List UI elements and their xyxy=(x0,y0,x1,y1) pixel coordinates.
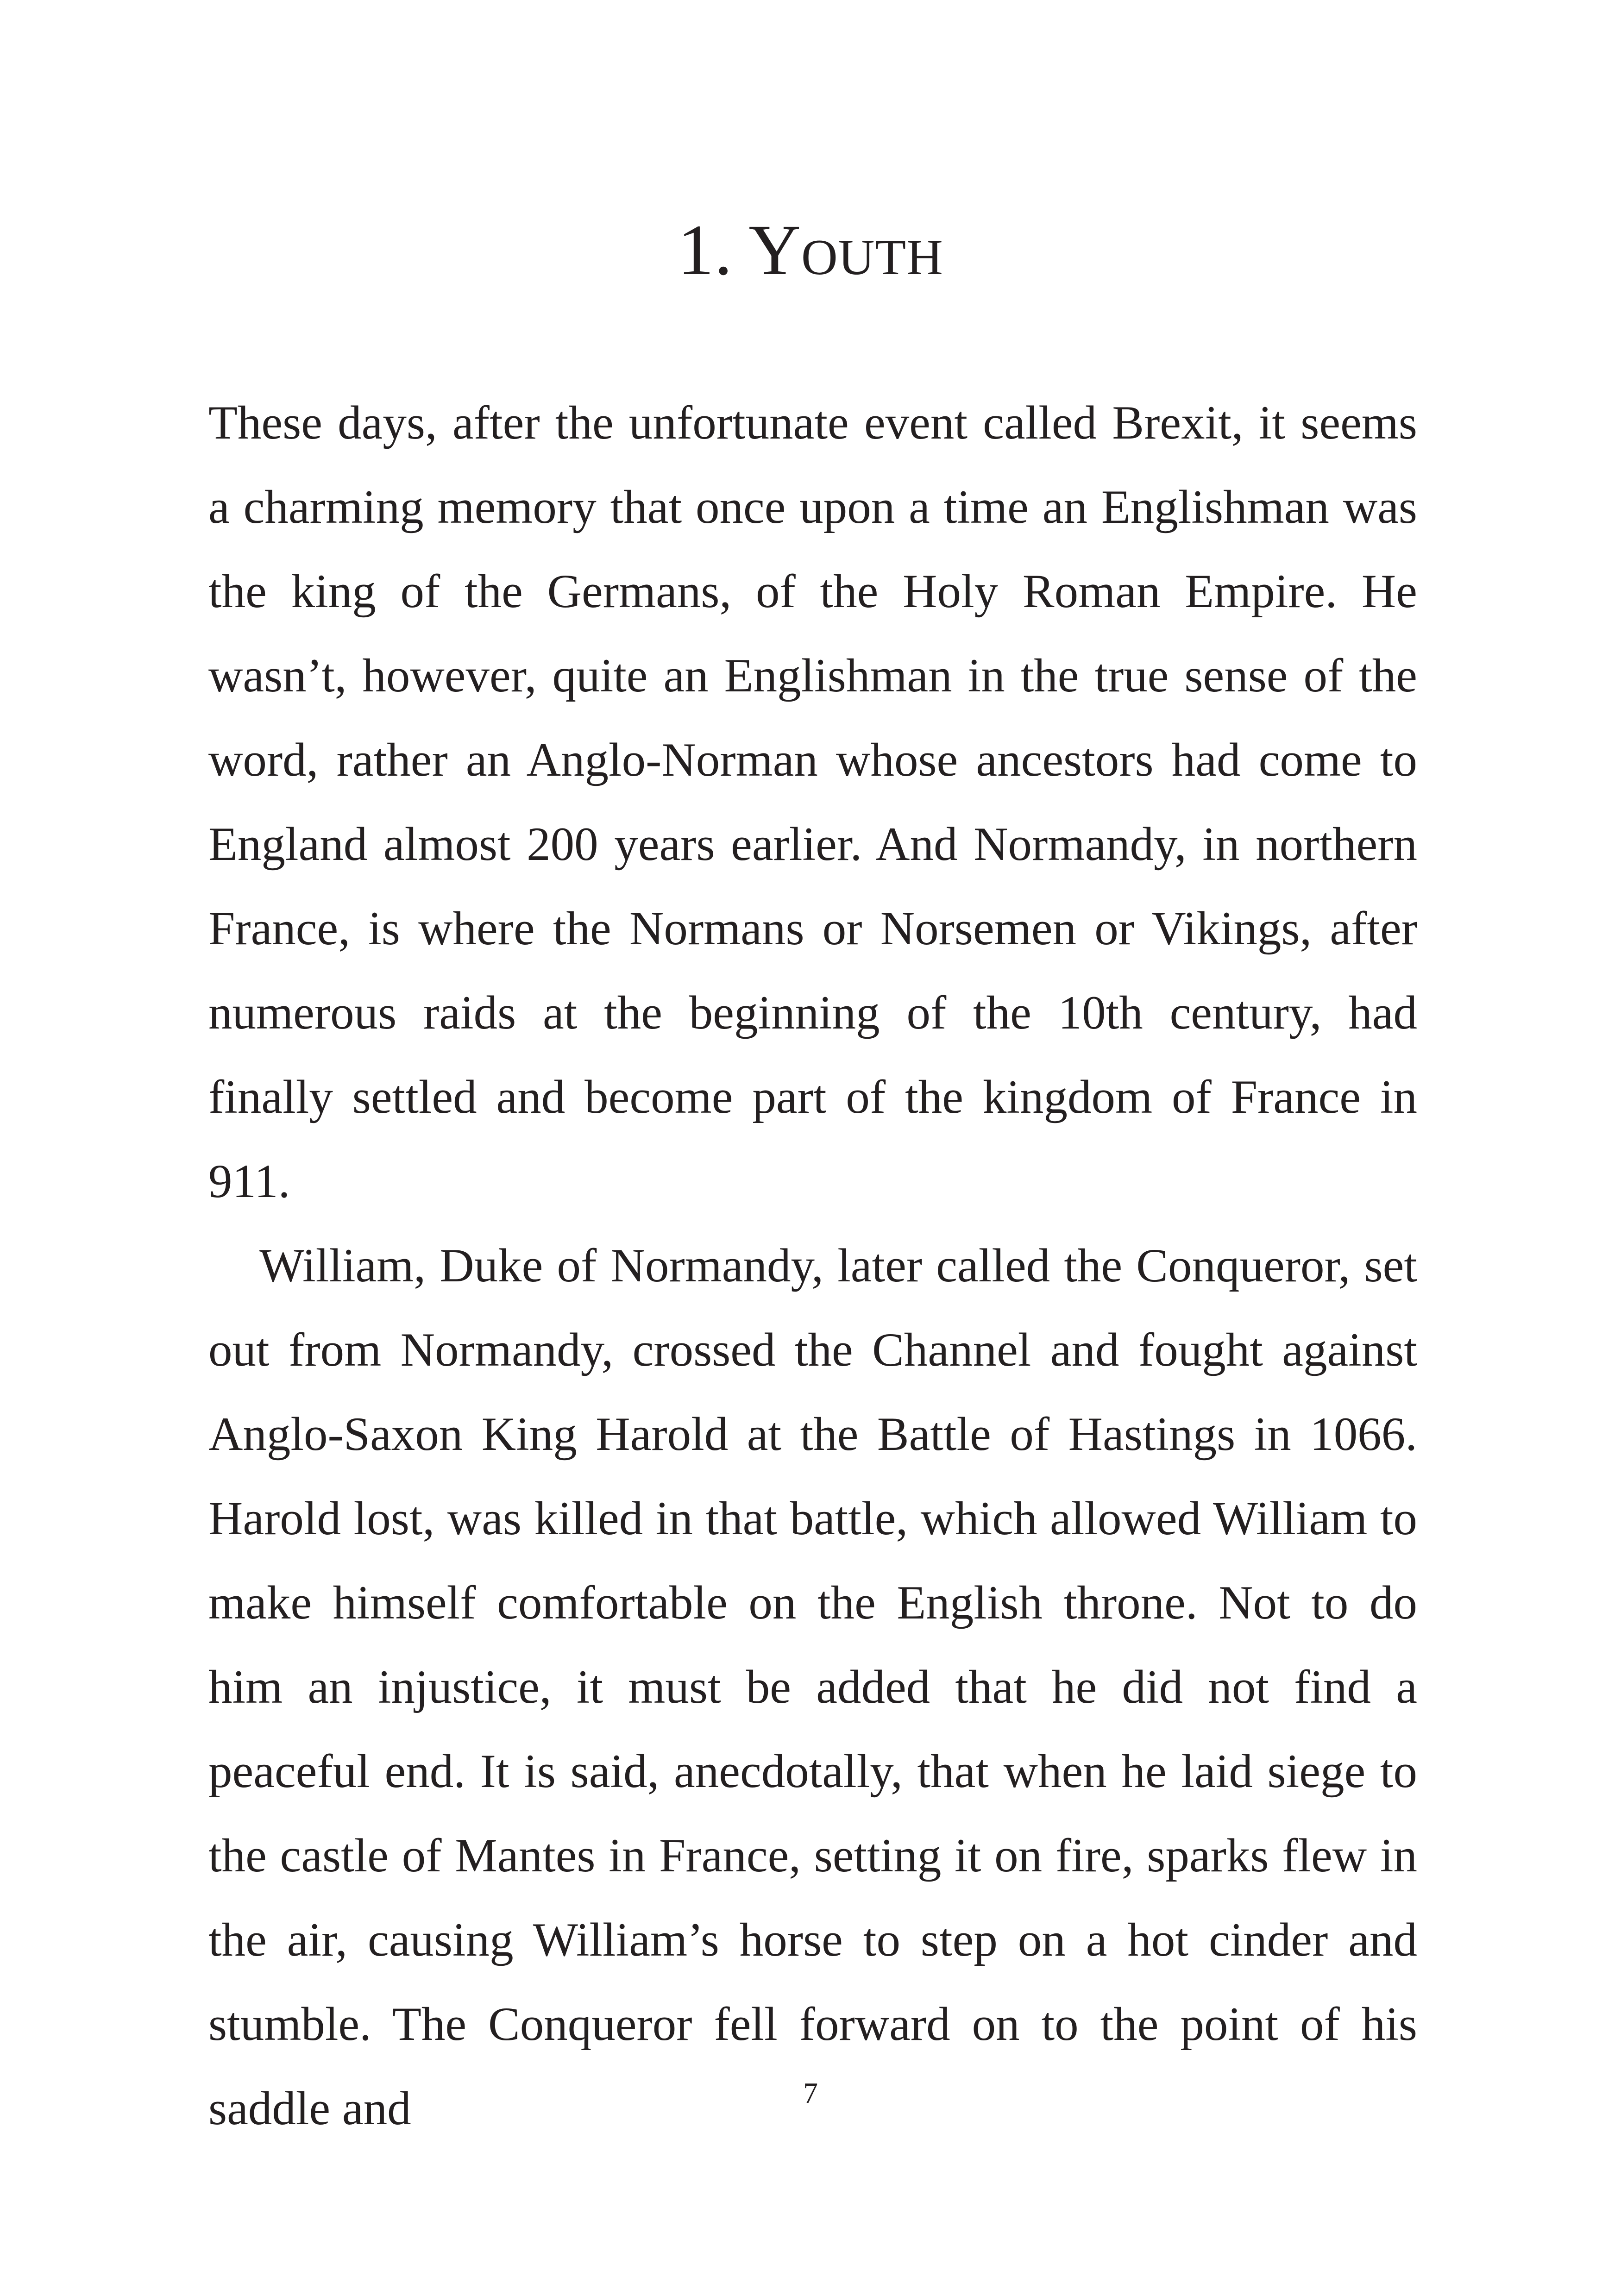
paragraph: These days, after the unfortunate event called Brexit, it seems a charming memory that once upon a time an Englishman was the king of the Germans, of the Holy Roman Empire. He wasn’t, however, quite an Englishman in the true sense of the word, rather an Anglo-Norman whose ancestors had come to England almost 200 years earlier. And Normandy, in northern France, is where the Normans or Norsemen or Vikings, after numerous raids at the beginning of the 10th century, had finally settled and become part of the kingdom of France in 911. xyxy=(208,396,1417,1208)
body-text xyxy=(208,381,1417,2151)
paragraph: William, Duke of Normandy, later called the Conqueror, set out from Normandy, crossed the Channel and fought against Anglo-Saxon King Harold at the Battle of Hastings in 1066. Harold lost, was killed in that battle, which allowed William to make himself comfortable on the English throne. Not to do him an injustice, it must be added that he did not find a peaceful end. It is said, anecdotally, that when he laid siege to the castle of Mantes in France, setting it on fire, sparks flew in the air, causing William’s horse to step on a hot cinder and stumble. The Conqueror fell forward on to the point of his saddle and xyxy=(208,1239,1417,2135)
chapter-title: 1. Youth xyxy=(678,210,943,290)
page-number: 7 xyxy=(803,2076,818,2109)
